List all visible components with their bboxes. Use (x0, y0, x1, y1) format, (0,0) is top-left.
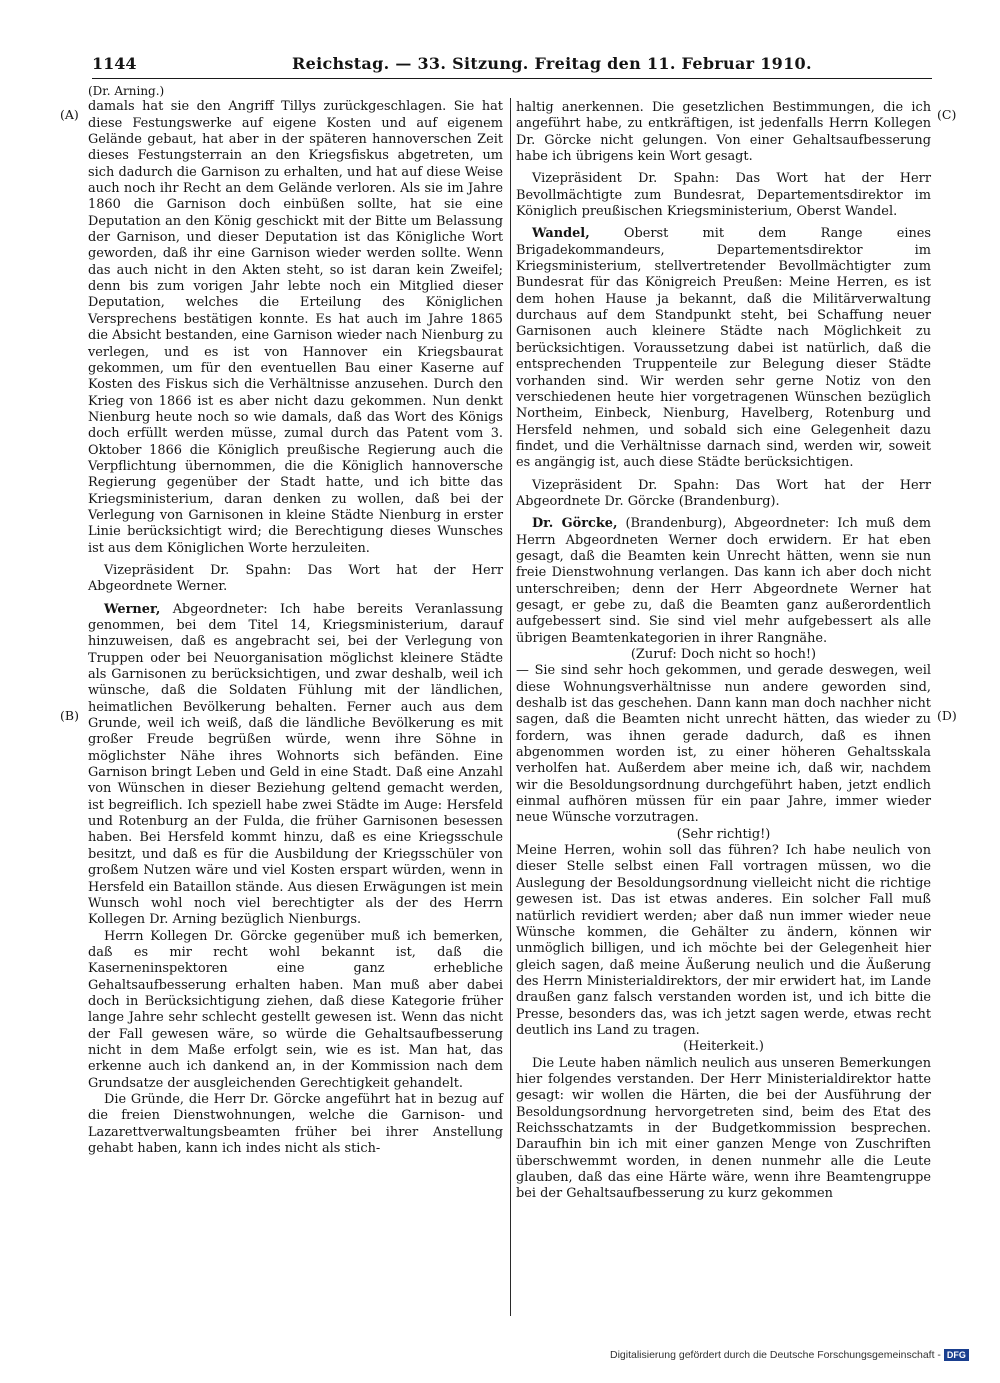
running-title: Reichstag. — 33. Sitzung. Freitag den 11. Februar 1910. (292, 54, 812, 73)
paragraph: Herrn Kollegen Dr. Görcke gegenüber muß ich bemerken, daß es mir recht wohl bekannt ist, daß die Kaserneninspektoren eine ganz erhebliche Gehaltsaufbesserung erhalten haben. Man muß aber dabei doch in Berücksichtigung ziehen, daß diese Kategorie früher lange Jahre sehr schlecht gestellt gewesen ist. Wenn das nicht der Fall gewesen wäre, so würde die Gehaltsaufbesserung nicht in dem Maße erfolgt sein, wie es ist. Man hat, das erkenne auch ich dankend an, in der Kommission nach dem Grundsatze der ausgleichenden Gerechtigkeit gehandelt. (88, 928, 503, 1091)
paragraph: Meine Herren, wohin soll das führen? Ich habe neulich von dieser Stelle selbst einen Fall vortragen müssen, wo die Auslegung der Besoldungsordnung vielleicht nicht die richtige gewesen ist. Das ist etwas anderes. Ein solcher Fall muß natürlich revidiert werden; aber daß nun immer wieder neue Wünsche kommen, die Gehälter zu ändern, können wir unmöglich billigen, und ich möchte bei der Gelegenheit hier gleich sagen, daß meine Äußerung neulich und die Äußerung des Herrn Ministerialdirektors, der mir erwidert hat, im Lande draußen ganz falsch verstanden worden ist, und ich bitte die Presse, besonders das, was ich jetzt sagen werde, etwas recht deutlich ins Land zu tragen. (516, 843, 931, 1038)
speaker-name: Werner, (104, 601, 161, 617)
paragraph: — Sie sind sehr hoch gekommen, und gerade deswegen, weil diese Wohnungsverhältnisse nun andere geworden sind, deshalb ist das geschehen. Dann kann man doch nachher nicht sagen, daß die Beamten nicht unrecht hätten, das wieder zu fordern, was ihnen gerade dadurch, daß es ihnen abgenommen worden ist, zu einer höheren Gehaltsskala verholfen hat. Außerdem aber meine ich, daß wir, nachdem wir die Besoldungsordnung durchgeführt haben, jetzt endlich einmal aufhören müssen für ein paar Jahre, immer wieder neue Wünsche vorzutragen. (516, 663, 931, 826)
speaker-name: Dr. Görcke, (532, 516, 618, 532)
margin-mark-b: (B) (60, 708, 79, 723)
paragraph: haltig anerkennen. Die gesetzlichen Bestimmungen, die ich angeführt habe, zu entkräftigen, ist jedenfalls Herrn Kollegen Dr. Görcke nicht gelungen. Von einer Gehaltsaufbesserung habe ich übrigens kein Wort gesagt. (516, 100, 931, 165)
paragraph: damals hat sie den Angriff Tillys zurückgeschlagen. Sie hat diese Festungswerke auf eigene Kosten und auf eigenem Gelände gebaut, hat aber in der späteren hannoverschen Zeit dieses Festungsterrain an den Kriegsfiskus abgetreten, um sich dadurch die Garnison zu erhalten, und hat auf diese Weise auch noch ihr Recht an dem Gelände verloren. Als sie im Jahre 1860 die Garnison doch einbüßen sollte, hat sie eine Deputation an den König geschickt mit der Bitte um Belassung der Garnison, und dieser Deputation ist das Königliche Wort geworden, daß ihr eine Garnison wieder werden sollte. Wenn das auch nicht in den Akten steht, so ist daran kein Zweifel; denn bis zum vorigen Jahr lebte noch ein Mitglied dieser Deputation, welches die Erteilung des Königlichen Versprechens bestätigen konnte. Es hat auch im Jahre 1865 die Absicht bestanden, eine Garnison wieder nach Nienburg zu verlegen, und es ist von Hannover ein Kriegsbaurat gekommen, um für den eventuellen Bau einer Kaserne auf Kosten des Fiskus sich die Verhältnisse anzusehen. Durch den Krieg von 1866 ist es aber nicht dazu gekommen. Nun denkt Nienburg heute noch so wie damals, daß das Wort des Königs doch erfüllt werden müsse, zumal durch das Patent vom 3. Oktober 1866 die Königlich preußische Regierung auch die Verpflichtung übernommen, die die Königlich hannoversche Regierung gegenüber der Stadt hatte, und ich bitte das Kriegsministerium, daran denken zu wollen, daß bei der Verlegung von Garnisonen in kleine Städte Nienburg in erster Linie berücksichtigt wird; die Berechtigung dieses Wunsches ist aus dem Königlichen Worte herzuleiten. (88, 99, 503, 556)
page-header (92, 52, 932, 76)
paragraph: Vizepräsident Dr. Spahn: Das Wort hat der Herr Abgeordnete Werner. (88, 562, 503, 595)
speaker-continuation-note: (Dr. Arning.) (88, 84, 165, 98)
paragraph: Vizepräsident Dr. Spahn: Das Wort hat der Herr Abgeordnete Dr. Görcke (Brandenburg). (516, 477, 931, 509)
paragraph: Vizepräsident Dr. Spahn: Das Wort hat der Herr Bevollmächtigte zum Bundesrat, Departementsdirektor im Königlich preußischen Kriegsministerium, Oberst Wandel. (516, 171, 931, 220)
page-number: 1144 (92, 54, 137, 73)
paragraph: Die Leute haben nämlich neulich aus unseren Bemerkungen hier folgendes verstanden. Der Herr Ministerialdirektor hatte gesagt: wir wollen die Härten, die bei der Ausführung der Besoldungsordnung hervorgetreten sind, beim des Etat des Reichsschatzamts in der Budgetkommission besprechen. Daraufhin bin ich mit einer ganzen Menge von Zuschriften überschwemmt worden, in denen nunmehr alle die Leute glauben, daß das eine Härte wäre, wenn ihre Beamtengruppe bei der Gehaltsaufbesserung zu kurz gekommen (516, 1055, 931, 1202)
interjection: (Sehr richtig!) (676, 826, 771, 842)
interjection: (Heiterkeit.) (683, 1039, 764, 1055)
left-column (88, 83, 503, 1157)
interjection: (Zuruf: Doch nicht so hoch!) (630, 647, 817, 662)
margin-mark-c: (C) (937, 107, 957, 122)
right-column (516, 100, 931, 1203)
paragraph (516, 226, 931, 471)
margin-mark-a: (A) (60, 107, 79, 122)
margin-mark-d: (D) (937, 708, 957, 723)
speech-text: (Brandenburg), Abgeordneter: Ich muß dem Herrn Abgeordneten Werner doch erwidern. Er hat eben gesagt, daß die Beamten kein Unrecht hätten, wenn sie nun freie Dienstwohnung verlangen. Das kann ich aber doch nicht unterschreiben; denn der Herr Abgeordnete Werner hat gesagt, er gebe zu, daß die Beamten ganz außerordentlich aufgebessert sind. Sie sind viel mehr aufgebessert als alle übrigen Beamtenkategorien in ihrer Rangnähe. (516, 516, 931, 646)
footer-text: Digitalisierung gefördert durch die Deutsche Forschungsgemeinschaft - (610, 1349, 941, 1361)
speech-text: Oberst mit dem Range eines Brigadekommandeurs, Departementsdirektor im Kriegsministerium, stellvertretender Bevollmächtigter zum Bundesrat für das Königreich Preußen: Meine Herren, es ist dem hohen Hause ja bekannt, daß die Militärverwaltung durchaus auf dem Standpunkt steht, bei Schaffung neuer Garnisonen auch kleinere Städte nach Möglichkeit zu berücksichtigen. Voraussetzung dabei ist natürlich, daß die entsprechenden Truppenteile zur Belegung dieser Städte vorhanden sind. Wir werden sehr gerne Notiz von den verschiedenen heute hier vorgetragenen Wünschen bezüglich Northeim, Einbeck, Nienburg, Havelberg, Rotenburg und Hersfeld nehmen, und sobald sich eine Gelegenheit dazu findet, und die Verhältnisse darnach sind, werden wir, soweit es angängig ist, auch diese Städte berücksichtigen. (516, 226, 931, 471)
paragraph (516, 516, 931, 647)
speech-text: Abgeordneter: Ich habe bereits Veranlassung genommen, bei dem Titel 14, Kriegsministerium, darauf hinzuweisen, daß es angebracht sei, bei der Verlegung von Truppen oder bei Neuorganisation möglichst kleinere Städte als Garnisonen zu berücksichtigen, und zwar deshalb, weil ich wünsche, daß die Soldaten Fühlung mit der ländlichen, heimatlichen Bevölkerung behalten. Ferner auch aus dem Grunde, weil ich weiß, daß die ländliche Bevölkerung es mit großer Freude begrüßen würde, wenn ihre Söhne in möglichster Nähe ihres Wohnorts sich befänden. Eine Garnison bringt Leben und Geld in eine Stadt. Daß eine Anzahl von Wünschen in dieser Beziehung geltend gemacht werden, ist begreiflich. Ich speziell habe zwei Städte im Auge: Hersfeld und Rotenburg an der Fulda, die früher Garnisonen besessen haben. Bei Hersfeld kommt hinzu, daß es eine Kriegsschule besitzt, und daß es für die Ausbildung der Kriegsschüler von großem Nutzen wäre und viel Kosten erspart würden, wenn in Hersfeld ein Bataillon stände. Aus diesen Erwägungen ist mein Wunsch wohl noch viel berechtigter als der des Herrn Kollegen Dr. Arning bezüglich Nienburgs. (88, 601, 503, 928)
speaker-name: Wandel, (532, 226, 590, 242)
paragraph (88, 602, 503, 929)
column-divider (510, 98, 511, 1316)
header-rule (92, 78, 932, 79)
dfg-logo: DFG (944, 1349, 969, 1361)
paragraph: Die Gründe, die Herr Dr. Görcke angeführt hat in bezug auf die freien Dienstwohnungen, welche die Garnison- und Lazarettverwaltungsbeamten früher bei ihrer Anstellung gehabt haben, kann ich indes nicht als stich- (88, 1091, 503, 1156)
digitization-footer (610, 1349, 969, 1361)
